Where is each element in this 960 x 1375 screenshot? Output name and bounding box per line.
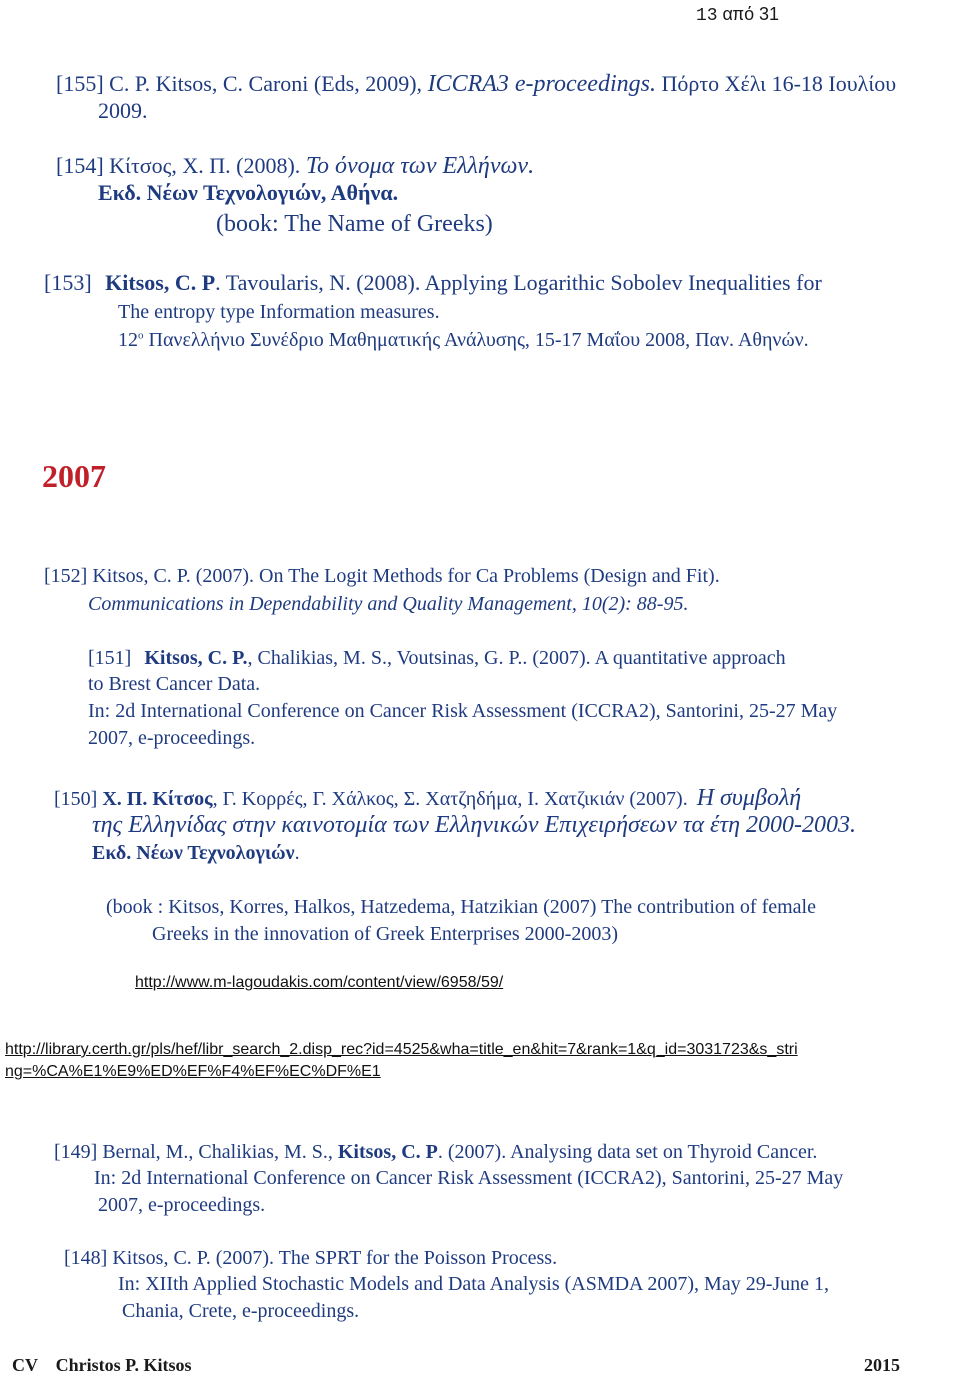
ref-150-rest: , Γ. Κορρές, Γ. Χάλκος, Σ. Χατζηδήμα, Ι. Χατζικιάν (2007). xyxy=(212,788,688,810)
ref-150-number: [150] xyxy=(54,788,98,810)
ref-150-link-2-line-1[interactable]: http://library.certh.gr/pls/hef/libr_search_2.disp_rec?id=4525&wha=title_en&hit=7&rank=1&q_id=3031723&s_stri xyxy=(5,1041,798,1058)
ref-153-conference: Πανελλήνιο Συνέδριο Μαθηματικής Ανάλυσης, 15-17 Μαΐου 2008, Παν. Αθηνών. xyxy=(148,329,809,351)
ref-154-authors: [154] Κίτσος, Χ. Π. (2008). xyxy=(56,153,301,178)
ref-153-ordinal-sup: ο xyxy=(138,329,144,342)
ref-154-line-1 xyxy=(56,154,534,178)
ref-155-title: ICCRA3 e-proceedings. xyxy=(427,71,656,97)
ref-153-number: [153] xyxy=(44,270,92,295)
ref-152-journal: Communications in Dependability and Quality Management, 10(2): 88-95. xyxy=(88,593,689,615)
ref-149-line-3: 2007, e-proceedings. xyxy=(98,1194,266,1216)
ref-151-number: [151] xyxy=(88,647,132,669)
ref-150-publisher-bold: Εκδ. Νέων Τεχνολογιών xyxy=(92,842,295,864)
ref-149-rest: . (2007). Analysing data set on Thyroid Cancer. xyxy=(437,1141,818,1163)
ref-153-author-bold: Kitsos, C. P xyxy=(105,270,216,295)
footer-left: CV Christos P. Kitsos xyxy=(12,1355,192,1375)
ref-150-author-bold: Χ. Π. Κίτσος xyxy=(102,788,213,810)
ref-153-line-3 xyxy=(118,330,809,350)
ref-151-line-4: 2007, e-proceedings. xyxy=(88,727,256,749)
ref-150-link-2-line-2[interactable]: ng=%CA%E1%E9%ED%EF%F4%EF%EC%DF%E1 xyxy=(5,1063,381,1080)
ref-154-english-title: (book: The Name of Greeks) xyxy=(216,211,493,237)
ref-152-line-1: [152] Kitsos, C. P. (2007). On The Logit Methods for Ca Problems (Design and Fit). xyxy=(44,565,720,587)
page-total: 31 xyxy=(759,4,780,24)
ref-153-rest: . Tavoularis, N. (2008). Applying Logarithic Sobolev Inequalities for xyxy=(215,270,822,295)
page-of-word: από xyxy=(722,6,755,26)
ref-154-title: Το όνομα των Ελλήνων. xyxy=(305,153,535,179)
ref-151-rest: , Chalikias, M. S., Voutsinas, G. P.. (2007). A quantitative approach xyxy=(247,647,786,669)
ref-151-author-bold: Kitsos, C. P. xyxy=(144,647,248,669)
ref-150-publisher xyxy=(92,843,300,863)
ref-150-book-line-1: (book : Kitsos, Korres, Halkos, Hatzedema, Hatzikian (2007) The contribution of female xyxy=(106,896,816,918)
page-counter xyxy=(696,5,779,25)
ref-150-publisher-period: . xyxy=(294,842,300,864)
ref-155-authors: [155] C. P. Kitsos, C. Caroni (Eds, 2009), xyxy=(56,71,423,96)
ref-151-line-2: to Brest Cancer Data. xyxy=(88,673,261,695)
ref-154-publisher: Εκδ. Νέων Τεχνολογιών, Αθήνα. xyxy=(98,180,399,205)
ref-149-line-1 xyxy=(54,1142,817,1162)
ref-151-line-1 xyxy=(88,648,786,668)
page-number: 13 xyxy=(696,6,718,26)
ref-148-line-3: Chania, Crete, e-proceedings. xyxy=(122,1300,360,1322)
ref-155-line-2: 2009. xyxy=(98,98,148,123)
ref-155-venue: Πόρτο Χέλι 16-18 Ιουλίου xyxy=(661,71,897,96)
footer-year: 2015 xyxy=(864,1355,900,1375)
ref-148-line-2: In: XIIth Applied Stochastic Models and Data Analysis (ASMDA 2007), May 29-June 1, xyxy=(118,1273,830,1295)
ref-150-title-start: Η συμβολή xyxy=(696,785,802,811)
ref-151-line-3: In: 2d International Conference on Cancer Risk Assessment (ICCRA2), Santorini, 25-27 May xyxy=(88,700,838,722)
ref-149-authors: [149] Bernal, M., Chalikias, M. S., xyxy=(54,1141,338,1163)
ref-149-author-bold: Kitsos, C. P xyxy=(337,1141,438,1163)
ref-149-line-2: In: 2d International Conference on Cancer Risk Assessment (ICCRA2), Santorini, 25-27 May xyxy=(94,1167,844,1189)
ref-150-book-line-2: Greeks in the innovation of Greek Enterprises 2000-2003) xyxy=(152,923,618,945)
ref-150-title-cont: της Ελληνίδας στην καινοτομία των Ελληνικών Επιχειρήσεων τα έτη 2000-2003. xyxy=(92,812,856,838)
ref-148-line-1: [148] Kitsos, C. P. (2007). The SPRT for the Poisson Process. xyxy=(64,1247,558,1269)
ref-150-link-1[interactable]: http://www.m-lagoudakis.com/content/view/6958/59/ xyxy=(135,974,504,991)
ref-153-line-2: The entropy type Information measures. xyxy=(118,301,440,323)
ref-155-line-1 xyxy=(56,72,896,96)
ref-150-line-1 xyxy=(54,786,801,810)
year-heading: 2007 xyxy=(42,458,106,494)
ref-153-line-1 xyxy=(44,272,822,294)
ref-153-ordinal: 12 xyxy=(118,329,138,351)
